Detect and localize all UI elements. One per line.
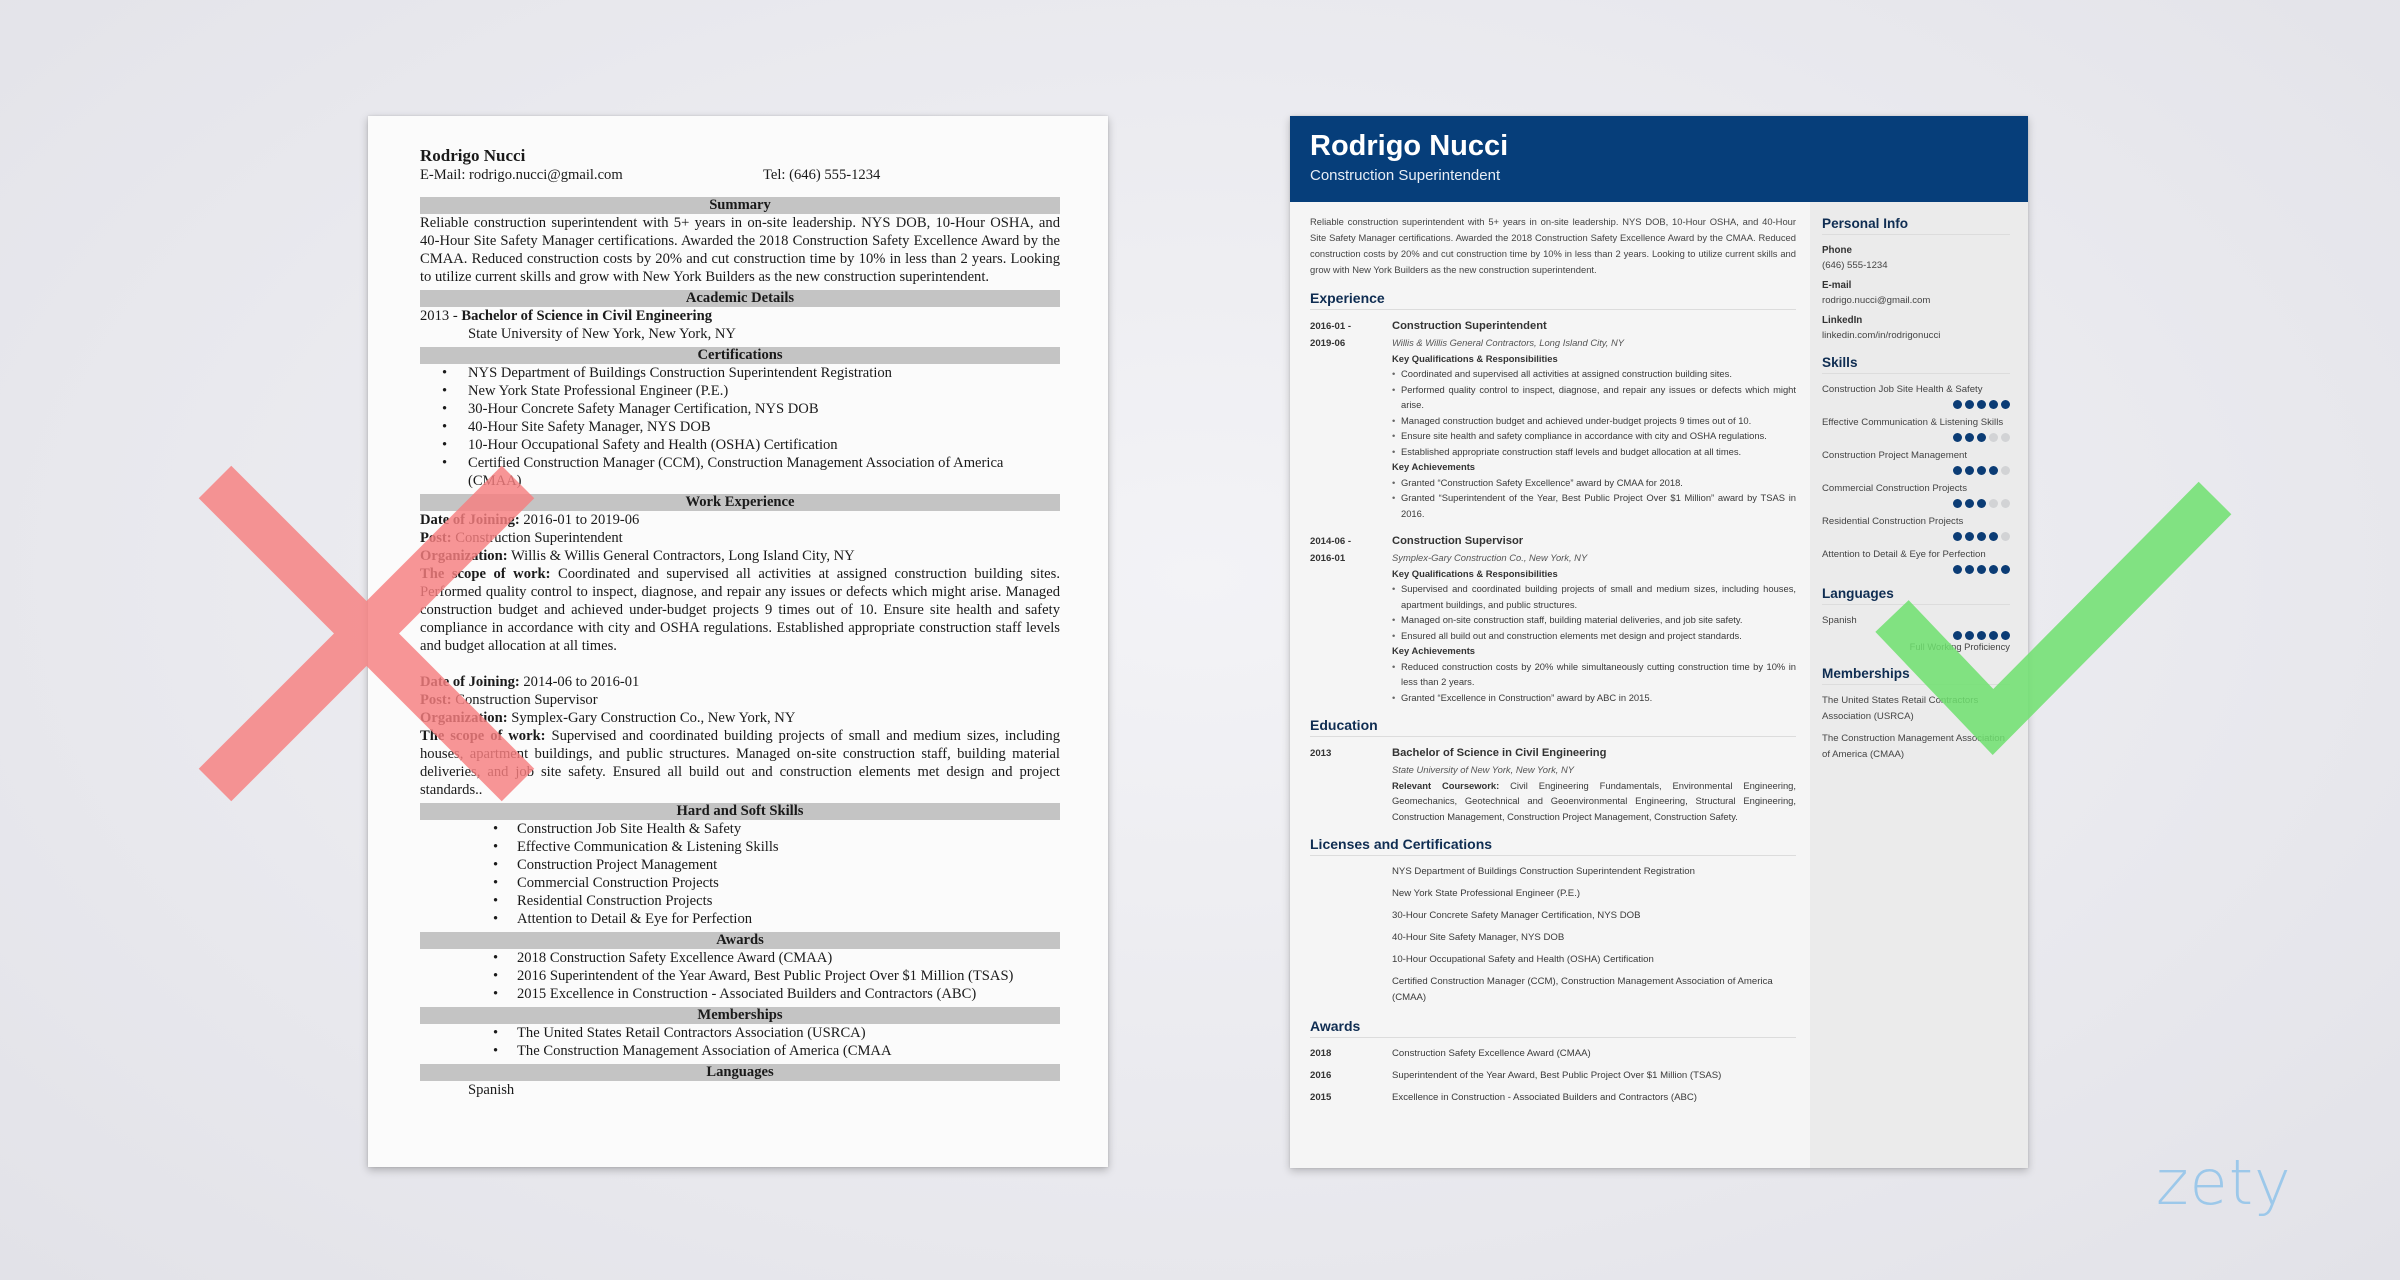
awards-list (1310, 1046, 1796, 1106)
list-item: • Established appropriate construction staff levels and budget allocation at all times. (1392, 444, 1796, 460)
rating-dot-filled (1977, 499, 1986, 508)
job-org: Symplex-Gary Construction Co., New York, NY (1392, 552, 1588, 563)
phone-label: Phone (1822, 245, 1852, 256)
list-item: • Granted “Construction Safety Excellence” award by CMAA for 2018. (1392, 475, 1796, 491)
experience-dates (1310, 533, 1392, 705)
rating-dot-filled (1989, 631, 1998, 640)
bad-summary-text: Reliable construction superintendent with 5+ years in on-site leadership. NYS DOB, 10-Hour OSHA, and 40-Hour Site Safety Manager certifications. Awarded the 2018 Construction Safety Excellence Award by the CMAA. Reduced construction costs by 20% and cut construction time by 10% in less than 2 years. Looking to utilize current skills and grow with New York Builders as the new construction superintendent. (420, 215, 1060, 285)
bad-awards-list (420, 949, 1060, 1003)
award-text: Excellence in Construction - Associated Builders and Contractors (ABC) (1392, 1092, 1698, 1103)
bad-section-academic: Academic Details (420, 290, 1060, 307)
rating-dot-filled (1989, 466, 1998, 475)
achievements-list (1392, 475, 1796, 522)
list-item: 10-Hour Occupational Safety and Health (OSHA) Certification (1392, 954, 1654, 965)
list-item: • Granted “Excellence in Construction” award by ABC in 2015. (1392, 690, 1796, 706)
bad-section-skills: Hard and Soft Skills (420, 803, 1060, 820)
education-degree: Bachelor of Science in Civil Engineering (1392, 747, 1607, 759)
list-item: New York State Professional Engineer (P.E.) (1392, 888, 1581, 899)
list-item: • The United States Retail Contractors Association (USRCA) (420, 1024, 1060, 1042)
label: Post: (420, 692, 452, 708)
bad-skills-list (420, 820, 1060, 928)
achievements-list (1392, 659, 1796, 706)
rating-dot-filled (1965, 433, 1974, 442)
skill-rating (1822, 400, 2010, 409)
job-dates: 2014-06 to 2016-01 (519, 674, 640, 690)
bad-section-awards: Awards (420, 932, 1060, 949)
bad-resume-email: E-Mail: rodrigo.nucci@gmail.com (420, 167, 623, 183)
bad-section-languages: Languages (420, 1064, 1060, 1081)
list-item: • Ensure site health and safety compliance in accordance with city and OSHA regulations. (1392, 428, 1796, 444)
bad-resume-example (368, 116, 1108, 1167)
skill-rating (1822, 433, 2010, 442)
label: Organization: (420, 710, 508, 726)
bad-certifications-list (420, 364, 1060, 490)
award-row (1310, 1046, 1796, 1062)
label: Date of Joining: (420, 674, 520, 690)
skill-name: Construction Project Management (1822, 450, 1968, 461)
rating-dot-filled (1953, 565, 1962, 574)
bad-education-degree: Bachelor of Science in Civil Engineering (461, 308, 713, 324)
rating-dot-filled (1965, 631, 1974, 640)
skill-item (1822, 514, 2010, 541)
linkedin-value: linkedin.com/in/rodrigonucci (1822, 330, 1941, 341)
bad-section-summary: Summary (420, 197, 1060, 214)
label: Date of Joining: (420, 512, 520, 528)
list-item: • Supervised and coordinated building projects of small and medium sizes, including houses, apartment buildings, and public structures. (1392, 581, 1796, 612)
job-org: Willis & Willis General Contractors, Long Island City, NY (507, 548, 855, 564)
rating-dot-filled (1989, 400, 1998, 409)
email-value: rodrigo.nucci@gmail.com (1822, 295, 1931, 306)
heading-licenses: Licenses and Certifications (1310, 836, 1796, 856)
skill-item (1822, 415, 2010, 442)
list-item: • Coordinated and supervised all activities at assigned construction building sites. (1392, 366, 1796, 382)
heading-education: Education (1310, 717, 1796, 737)
list-item: • Ensured all build out and construction elements met design and project standards. (1392, 628, 1796, 644)
list-item: • 30-Hour Concrete Safety Manager Certification, NYS DOB (420, 400, 1060, 418)
skills-list (1822, 382, 2010, 574)
list-item: • Construction Job Site Health & Safety (420, 820, 1060, 838)
list-item: The Construction Management Association of America (CMAA) (1822, 733, 2005, 760)
rating-dot-empty (2001, 433, 2010, 442)
award-text: Construction Safety Excellence Award (CMAA) (1392, 1048, 1591, 1059)
good-resume-example (1290, 116, 2028, 1168)
heading-languages: Languages (1822, 586, 2010, 605)
rating-dot-filled (1977, 400, 1986, 409)
language-rating (1822, 631, 2010, 640)
list-item: • Residential Construction Projects (420, 892, 1060, 910)
list-item: • Attention to Detail & Eye for Perfection (420, 910, 1060, 928)
list-item: • Granted “Superintendent of the Year, Best Public Project Over $1 Million” award by TSAS in 2016. (1392, 490, 1796, 521)
bad-resume-contact (420, 166, 1060, 184)
zety-logo: zety (2156, 1146, 2292, 1219)
bad-education-school: State University of New York, New York, NY (468, 326, 736, 342)
rating-dot-filled (1965, 565, 1974, 574)
skill-rating (1822, 565, 2010, 574)
bad-resume-phone: Tel: (646) 555-1234 (763, 167, 881, 183)
rating-dot-filled (1989, 565, 1998, 574)
phone-value: (646) 555-1234 (1822, 260, 1888, 271)
skill-name: Commercial Construction Projects (1822, 483, 1968, 494)
list-item: • Effective Communication & Listening Skills (420, 838, 1060, 856)
rating-dot-filled (2001, 565, 2010, 574)
language-name: Spanish (1822, 615, 1857, 626)
skill-item (1822, 448, 2010, 475)
list-item: 40-Hour Site Safety Manager, NYS DOB (1392, 932, 1565, 943)
list-item: • NYS Department of Buildings Construction Superintendent Registration (420, 364, 1060, 382)
rating-dot-filled (1977, 565, 1986, 574)
list-item: NYS Department of Buildings Construction Superintendent Registration (1392, 866, 1695, 877)
skill-name: Residential Construction Projects (1822, 516, 1964, 527)
responsibilities-list (1392, 366, 1796, 459)
list-item: 30-Hour Concrete Safety Manager Certification, NYS DOB (1392, 910, 1641, 921)
bad-education-entry (420, 307, 1060, 325)
resume-header (1290, 116, 2028, 202)
job-title: Construction Supervisor (1392, 535, 1524, 547)
label: The scope of work: (420, 566, 551, 582)
bad-job-entry (420, 673, 1060, 799)
bad-education-year: 2013 - (420, 308, 462, 324)
rating-dot-filled (1965, 466, 1974, 475)
rating-dot-empty (2001, 466, 2010, 475)
list-item: • 2015 Excellence in Construction - Associated Builders and Contractors (ABC) (420, 985, 1060, 1003)
list-item: • 2016 Superintendent of the Year Award, Best Public Project Over $1 Million (TSAS) (420, 967, 1060, 985)
bad-section-work: Work Experience (420, 494, 1060, 511)
rating-dot-filled (1977, 433, 1986, 442)
list-item: • Managed construction budget and achieved under-budget projects 9 times out of 10. (1392, 413, 1796, 429)
list-item: The United States Retail Contractors Association (USRCA) (1822, 695, 1979, 722)
resume-summary: Reliable construction superintendent with 5+ years in on-site leadership. NYS DOB, 10-Hour OSHA, and 40-Hour Site Safety Manager certifications. Awarded the 2018 Construction Safety Excellence Award by the CMAA. Reduced construction costs by 20% and cut construction time by 10% in less than 2 years. Looking to utilize current skills and grow with New York Builders as the new construction superintendent. (1310, 216, 1796, 275)
list-item: • The Construction Management Association of America (CMAA (420, 1042, 1060, 1060)
list-item: • Reduced construction costs by 20% while simultaneously cutting construction time by 10% in less than 2 years. (1392, 659, 1796, 690)
list-item: • 40-Hour Site Safety Manager, NYS DOB (420, 418, 1060, 436)
bad-job-entry (420, 511, 1060, 655)
resume-main-column (1290, 202, 1810, 1168)
label: Organization: (420, 548, 508, 564)
heading-experience: Experience (1310, 290, 1796, 310)
skill-rating (1822, 466, 2010, 475)
bad-section-memberships: Memberships (420, 1007, 1060, 1024)
job-org: Willis & Willis General Contractors, Long Island City, NY (1392, 337, 1625, 348)
skill-name: Attention to Detail & Eye for Perfection (1822, 549, 1986, 560)
responsibilities-label: Key Qualifications & Responsibilities (1392, 352, 1558, 364)
date-end: 2016-01 (1310, 553, 1346, 564)
rating-dot-filled (1977, 631, 1986, 640)
job-scope: Coordinated and supervised all activities at assigned construction building sites. Performed quality control to inspect, diagnose, and repair any issues or defects which might arise. Managed construction budget and achieved under-budget projects 9 times out of 10. Ensure site health and safety compliance in accordance with city and OSHA regulations. Established appropriate construction staff levels and budget allocation at all times. (420, 566, 1060, 654)
list-item: • Managed on-site construction staff, building material deliveries, and job site safety. (1392, 612, 1796, 628)
list-item: • New York State Professional Engineer (P.E.) (420, 382, 1060, 400)
heading-awards: Awards (1310, 1018, 1796, 1038)
rating-dot-filled (1953, 499, 1962, 508)
rating-dot-filled (1953, 466, 1962, 475)
award-row (1310, 1068, 1796, 1084)
job-dates: 2016-01 to 2019-06 (519, 512, 640, 528)
award-year: 2018 (1310, 1048, 1332, 1059)
bad-section-certifications: Certifications (420, 347, 1060, 364)
rating-dot-filled (1953, 433, 1962, 442)
education-entry (1310, 745, 1796, 824)
date-start: 2014-06 - (1310, 536, 1352, 547)
rating-dot-filled (1965, 400, 1974, 409)
resume-name: Rodrigo Nucci (1310, 130, 1509, 162)
email-label: E-mail (1822, 280, 1852, 291)
achievements-label: Key Achievements (1392, 461, 1476, 472)
rating-dot-filled (2001, 631, 2010, 640)
skill-item (1822, 547, 2010, 574)
rating-dot-filled (1953, 631, 1962, 640)
list-item: • Construction Project Management (420, 856, 1060, 874)
award-year: 2016 (1310, 1070, 1332, 1081)
rating-dot-filled (1977, 466, 1986, 475)
skill-rating (1822, 499, 2010, 508)
experience-entry (1310, 533, 1796, 705)
responsibilities-label: Key Qualifications & Responsibilities (1392, 567, 1558, 579)
list-item: • Performed quality control to inspect, diagnose, and repair any issues or defects which might arise. (1392, 382, 1796, 413)
label: The scope of work: (420, 728, 546, 744)
job-org: Symplex-Gary Construction Co., New York, NY (507, 710, 796, 726)
rating-dot-filled (1989, 532, 1998, 541)
list-item: • Certified Construction Manager (CCM), Construction Management Association of America (CMAA) (420, 454, 1060, 490)
rating-dot-filled (2001, 400, 2010, 409)
rating-dot-filled (1965, 499, 1974, 508)
rating-dot-empty (2001, 499, 2010, 508)
language-proficiency: Full Working Proficiency (1909, 641, 2010, 652)
skill-name: Construction Job Site Health & Safety (1822, 384, 1983, 395)
bad-language: Spanish (468, 1082, 515, 1098)
coursework-label: Relevant Coursework: (1392, 779, 1500, 791)
list-item: Certified Construction Manager (CCM), Construction Management Association of America (CMAA) (1392, 976, 1773, 1003)
rating-dot-filled (1965, 532, 1974, 541)
experience-dates (1310, 318, 1392, 521)
job-post: Construction Supervisor (451, 692, 598, 708)
job-post: Construction Superintendent (451, 530, 623, 546)
education-year: 2013 (1310, 748, 1332, 759)
achievements-label: Key Achievements (1392, 645, 1476, 656)
skill-rating (1822, 532, 2010, 541)
award-text: Superintendent of the Year Award, Best Public Project Over $1 Million (TSAS) (1392, 1070, 1722, 1081)
rating-dot-filled (1977, 532, 1986, 541)
award-year: 2015 (1310, 1092, 1332, 1103)
list-item: • 10-Hour Occupational Safety and Health (OSHA) Certification (420, 436, 1060, 454)
linkedin-label: LinkedIn (1822, 315, 1863, 326)
skill-item (1822, 481, 2010, 508)
heading-memberships: Memberships (1822, 666, 2010, 685)
responsibilities-list (1392, 581, 1796, 643)
skill-name: Effective Communication & Listening Skills (1822, 417, 2004, 428)
list-item: • Commercial Construction Projects (420, 874, 1060, 892)
bad-resume-name: Rodrigo Nucci (420, 146, 526, 165)
education-coursework (1392, 778, 1796, 825)
experience-entry (1310, 318, 1796, 521)
date-start: 2016-01 - (1310, 321, 1352, 332)
skill-item (1822, 382, 2010, 409)
rating-dot-empty (1989, 433, 1998, 442)
rating-dot-empty (2001, 532, 2010, 541)
rating-dot-filled (1953, 532, 1962, 541)
resume-sidebar (1810, 202, 2028, 1168)
rating-dot-empty (1989, 499, 1998, 508)
bad-memberships-list (420, 1024, 1060, 1060)
licenses-list (1310, 864, 1796, 1006)
heading-personal-info: Personal Info (1822, 216, 2010, 235)
coursework-text: Civil Engineering Fundamentals, Environmental Engineering, Geomechanics, Geotechnical and Geoenvironmental Engineering, Structural Engineering, Construction Management, Construction Project Management, Construction Safety. (1392, 779, 1796, 822)
job-scope: Supervised and coordinated building projects of small and medium sizes, including houses, apartment buildings, and public structures. Managed on-site construction staff, building material deliveries, and job site safety. Ensured all build out and construction elements met design and project standards.. (420, 728, 1060, 798)
education-school: State University of New York, New York, NY (1392, 764, 1575, 775)
heading-skills: Skills (1822, 355, 2010, 374)
job-title: Construction Superintendent (1392, 320, 1547, 332)
label: Post: (420, 530, 452, 546)
date-end: 2019-06 (1310, 338, 1346, 349)
resume-job-title: Construction Superintendent (1310, 167, 1501, 184)
list-item: • 2018 Construction Safety Excellence Award (CMAA) (420, 949, 1060, 967)
rating-dot-filled (1953, 400, 1962, 409)
award-row (1310, 1090, 1796, 1106)
